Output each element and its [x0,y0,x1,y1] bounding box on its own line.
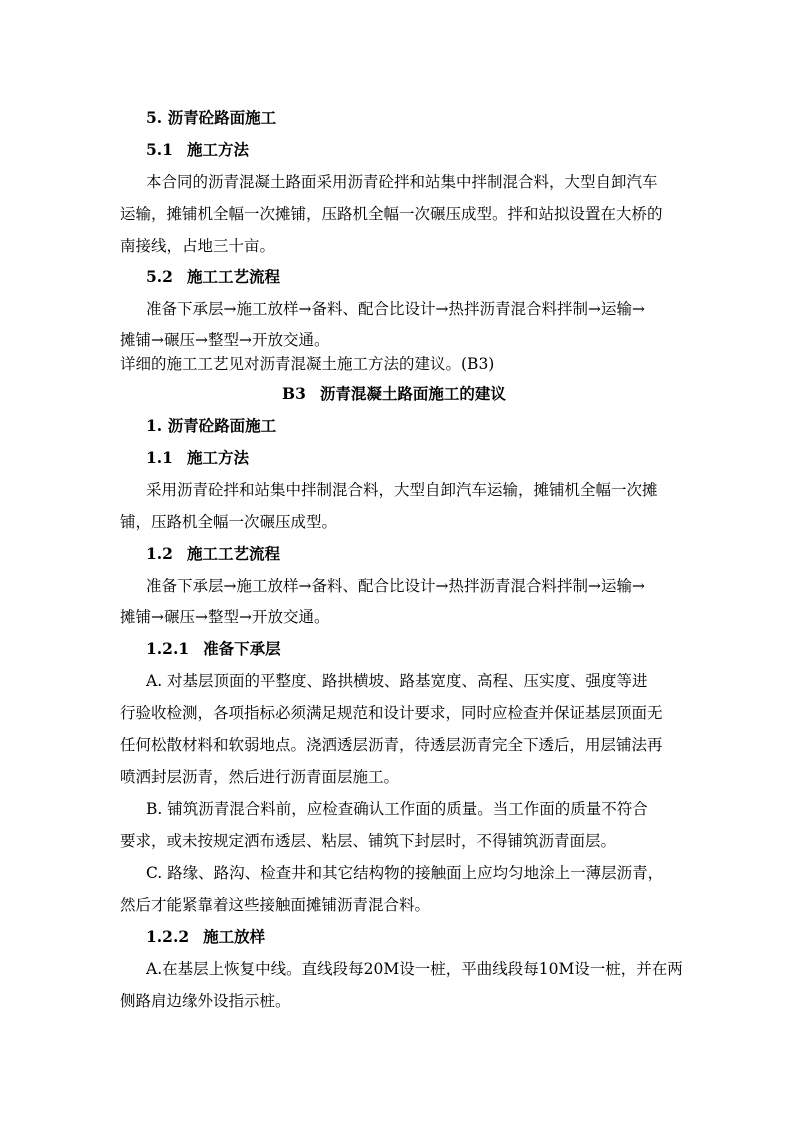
heading-number: 5.2 [146,267,173,286]
subheading-1-2-2 [146,927,265,947]
paragraph-line: 运输，摊铺机全幅一次摊铺，压路机全幅一次碾压成型。拌和站拟设置在大桥的 [120,205,663,223]
paragraph-line: 摊铺→碾压→整型→开放交通。 [120,608,330,626]
heading-title: 施工方法 [186,140,249,159]
paragraph-line: A.在基层上恢复中线。直线段每20M设一桩，平曲线段每10M设一桩，并在两 [146,960,683,978]
appendix-code: B3 [282,384,306,403]
heading-title: 施工工艺流程 [186,544,280,563]
paragraph-line: B. 铺筑沥青混合料前，应检查确认工作面的质量。当工作面的质量不符合 [146,800,648,818]
heading-title: 准备下承层 [203,639,281,658]
appendix-title-text: 沥青混凝土路面施工的建议 [319,384,506,403]
paragraph-line: 喷洒封层沥青，然后进行沥青面层施工。 [120,768,400,786]
paragraph-line: 要求，或未按规定洒布透层、粘层、铺筑下封层时，不得铺筑沥青面层。 [120,832,617,850]
reference-note: 详细的施工工艺见对沥青混凝土施工方法的建议。(B3) [120,355,495,373]
section-heading-1: 1. 沥青砼路面施工 [146,416,277,435]
paragraph-line: C. 路缘、路沟、检查井和其它结构物的接触面上应均匀地涂上一薄层沥青， [146,864,664,882]
paragraph-line: 行验收检测，各项指标必须满足规范和设计要求，同时应检查并保证基层顶面无 [120,704,663,722]
paragraph-line: 然后才能紧靠着这些接触面摊铺沥青混合料。 [120,896,431,914]
subheading-1-2 [146,544,280,564]
heading-number: 1.2 [146,544,173,563]
paragraph-line: 本合同的沥青混凝土路面采用沥青砼拌和站集中拌制混合料，大型自卸汽车 [146,173,658,191]
heading-title: 施工方法 [186,448,249,467]
heading-number: 1.2.2 [146,927,190,946]
paragraph-line: 侧路肩边缘外设指示桩。 [120,992,291,1010]
heading-number: 5.1 [146,140,173,159]
subheading-5-1 [146,140,249,160]
paragraph-line: 采用沥青砼拌和站集中拌制混合料，大型自卸汽车运输，摊铺机全幅一次摊 [146,481,658,499]
paragraph-line: 任何松散材料和软弱地点。浇洒透层沥青，待透层沥青完全下透后，用层铺法再 [120,736,663,754]
subheading-1-1 [146,448,249,468]
section-heading-5: 5. 沥青砼路面施工 [146,108,277,127]
paragraph-line: 准备下承层→施工放样→备料、配合比设计→热拌沥青混合料拌制→运输→ [146,300,645,318]
paragraph-line: A. 对基层顶面的平整度、路拱横坡、路基宽度、高程、压实度、强度等进 [146,672,648,690]
subheading-1-2-1 [146,639,281,659]
heading-title: 施工放样 [203,927,266,946]
paragraph-line: 准备下承层→施工放样→备料、配合比设计→热拌沥青混合料拌制→运输→ [146,577,645,595]
heading-number: 1.2.1 [146,639,190,658]
heading-title: 施工工艺流程 [186,267,280,286]
heading-number: 1.1 [146,448,173,467]
paragraph-line: 摊铺→碾压→整型→开放交通。 [120,331,330,349]
paragraph-line: 南接线，占地三十亩。 [120,237,276,255]
appendix-title [282,384,506,404]
subheading-5-2 [146,267,280,287]
paragraph-line: 铺，压路机全幅一次碾压成型。 [120,513,338,531]
